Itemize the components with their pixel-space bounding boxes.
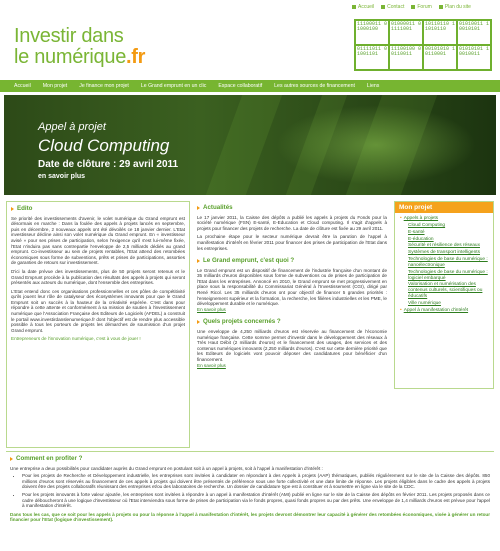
binary-cell: 11100011 01000100	[356, 21, 388, 44]
topnav-label: Contact	[387, 4, 405, 10]
topnav-forum[interactable]	[411, 4, 431, 10]
mail-icon	[381, 5, 385, 9]
edito-paragraph: Se priorité des investissements d'avenir, le volet numérique du Grand emprunt est désormais en marche : Dans la foulée des appels à projets lancés en septembre, puis en décembre, 2 nouveaux appels ont été dévoilés ce 18 janvier dernier. L'Etat investisseur décline ainsi son volet numérique du Grand emprunt. En « investisseur avisé » pour ses prises de participation, selon l'exigence qu'il s'est lui-même fixée, l'Etat n'induira pas sans contrepartie l'enveloppe de 2,5 milliards dédiés au grand emprunt. Co-investisseur au sein de projets rentables, l'Etat attend des retombées économiques sous forme de subventions, prêts et prises de participations, assorties de garanties de retours sur investissement.	[11, 215, 185, 266]
sidebar-link[interactable]: Sécurité et résilience des réseaux	[408, 243, 480, 249]
sidebar-item-transport[interactable]	[400, 250, 489, 256]
sidebar-item-securite[interactable]	[400, 243, 489, 249]
actualites-title: Actualités	[203, 204, 233, 211]
sidebar-link[interactable]: Valorisation et numérisation des contenus culturels, scientifiques ou éducatifs	[408, 282, 483, 300]
grand-emprunt-title: Le Grand emprunt, c'est quoi ?	[203, 257, 295, 265]
binary-cell: 01010101 10010011	[458, 46, 490, 69]
bullet-icon: •	[400, 307, 402, 313]
topnav-label: Plan du site	[444, 4, 471, 10]
topnav-plan[interactable]	[439, 4, 471, 10]
actualites-section	[197, 204, 387, 251]
projets-section	[197, 318, 387, 368]
sidebar-link[interactable]: Cloud Computing	[408, 222, 446, 228]
projets-text: Une enveloppe de 4,250 milliards d'euros est réservée au financement de l'économie numérique française. Cette somme permet d'investir dans le développement des réseaux à Très Haut Débit (2 milliards d'euros) et le financement des usages, des services et des contenus numériques innovants (2,250 milliards d'euros). C'est sur cette dernière priorité que les Editeurs de logiciels vont pouvoir déposer des candidatures pour bénéficier d'un financement.	[197, 329, 387, 362]
actualites-heading	[197, 204, 387, 212]
bullet-icon: •	[400, 216, 402, 221]
sidebar-link[interactable]: Technologies de base du numérique : logiciel embarqué	[408, 269, 488, 281]
sidebar-item-ville[interactable]	[400, 301, 489, 307]
topnav-accueil[interactable]	[352, 4, 374, 10]
binary-cell: 11100100 00110011	[390, 46, 422, 69]
grand-emprunt-section	[197, 257, 387, 312]
comment-box	[6, 451, 494, 549]
home-icon	[352, 5, 356, 9]
projets-title: Quels projets concernés ?	[203, 318, 281, 326]
comment-conclusion: Dans tous les cas, que ce soit pour les appels à projets ou pour la réponse à l'appel à manifestation d'intérêt, les projets devront démontrer leur capacité à générer des retombées économiques, visée à générer un retour financier pour l'Etat (logique d'investissement).	[10, 511, 490, 523]
actualites-paragraph: Le 17 janvier 2011, la Caisse des dépôts a publié les appels à projets du Fonds pour la société numérique (FSN) E-santé, E-Education et Cloud computing. Il s'agit d'appels à projets pour financer des projets de recherche. La date de clôture est fixée au 29 avril 2011.	[197, 214, 387, 231]
main-nav	[0, 80, 500, 92]
header	[0, 0, 500, 78]
projets-more-link[interactable]: En savoir plus	[197, 362, 226, 368]
logo-suffix: .fr	[126, 46, 146, 68]
sidebar-item-contenus[interactable]	[400, 282, 489, 300]
comment-heading	[10, 455, 490, 463]
middle-column	[194, 201, 390, 448]
grand-emprunt-heading	[197, 257, 387, 265]
banner-title: Cloud Computing	[38, 136, 170, 155]
sidebar-list	[395, 213, 493, 314]
nav-accueil[interactable]: Accueil	[14, 82, 31, 89]
banner-date: Date de clôture : 29 avril 2011	[38, 159, 179, 170]
nav-mon-projet[interactable]: Mon projet	[42, 82, 68, 89]
binary-cell: 01010011 10010101	[458, 21, 490, 44]
sidebar-link[interactable]: Technologies de base du numérique : nanoélectronique	[408, 257, 488, 268]
edito-heading	[11, 205, 185, 213]
edito-closing: Entrepreneurs de l'innovation numérique, c'est à vous de jouer !	[11, 336, 141, 342]
comment-bullet: • Pour les projets innovants à forte valeur ajoutée, les entreprises sont invitées à répondre à un appel à manifestation d'intérêt (AMI) publié en ligne sur le site de la Caisse des dépôts en février 2011. Les projets proposés dans ce cadre déboucheront à une logique d'investisseur où l'Etat interviendra sous forme de prises de participation via le fonds propres, quasi fonds propres ou par des prêts. Une enveloppe de 1,4 milliards d'euros est prévue pour l'appel à manifestation d'intérêt.	[22, 492, 490, 509]
binary-graphic	[354, 19, 492, 71]
topnav-label: Accueil	[358, 4, 375, 10]
sidebar-link[interactable]: E-éducation	[408, 236, 434, 242]
comment-title: Comment en profiter ?	[16, 455, 83, 462]
nav-espace-collaboratif[interactable]: Espace collaboratif	[218, 82, 263, 89]
nav-je-finance[interactable]: Je finance mon projet	[79, 82, 129, 89]
comment-intro: Une entreprise a deux possibilités pour candidater auprès du Grand emprunt en postulant soit à un appel à projets, soit à l'appel à manifestation d'intérêt :	[10, 465, 323, 471]
topnav-label: Forum	[417, 4, 432, 10]
banner-stripe	[206, 95, 282, 195]
sidebar-item-logiciel[interactable]	[400, 270, 489, 282]
sidebar-link[interactable]: Ville numérique	[408, 300, 441, 306]
binary-cell: 00101010 10110001	[424, 46, 456, 69]
arrow-icon	[11, 207, 14, 211]
grand-emprunt-text: Le Grand emprunt est un dispositif de financement de l'industrie française d'un montant de 35 milliards d'euros disponibles sous forme de subventions ou de prises de participation de l'Etat dans les entreprises. Annoncé en 2010, le Grand emprunt se met progressivement en place sous la responsabilité du Commissariat Général à l'Investissement (CGI), dirigé par René Ricol. Les 35 milliards d'euros ont pour objectif de financer 5 grandes priorités : l'enseignement supérieur et la formation, la recherche, les filières industrielles et les PME, le développement durable et le numérique.	[197, 267, 387, 307]
topnav-contact[interactable]	[381, 4, 404, 10]
edito-paragraph: L'Etat entend donc ces organisations professionnelles et ces pôles de compétitivité qu'ils jouent leur rôle de catalyseur des écosystèmes innovants pour que le Grand Emprunt soit un succès à la hauteur de la créativité espérée. C'est dans pour répondre à cette attente et conformément à sa mission de soutien à l'investissement numérique que l'Association Française des Editeurs de Logiciels (AFDEL) a construit le portail www.investirdanslenumerique.fr dont l'objectif est de rendre plus accessible possible à tous les porteurs de projets les démarches de soumission d'un projet Grand emprunt.	[11, 288, 185, 333]
nav-autres-sources[interactable]: Les autres sources de financement	[274, 82, 355, 89]
sidebar-link[interactable]: E-santé	[408, 229, 425, 235]
grand-emprunt-more-link[interactable]: En savoir plus	[197, 306, 226, 312]
banner-kicker: Appel à projet	[38, 121, 106, 133]
edito-paragraph: D'ici la date prévue des investissements, plus de 50 projets seront retenus et le Grand Emprunt procède à la publication des résultats des appels à projets qui seront présentés aux acteurs du numérique, dont l'ensemble des entreprises.	[11, 268, 185, 286]
binary-cell: 01111011 01001101	[356, 46, 388, 69]
sidebar-item-esante[interactable]	[400, 230, 489, 236]
sidebar-item-cloud[interactable]	[400, 223, 489, 229]
binary-cell: 01000011 01111001	[390, 21, 422, 44]
sidebar-item-appels[interactable]	[400, 216, 489, 222]
comment-bullet: • Pour les projets de Recherche et Développement industrielle, les entreprises sont invitées à candidater en répondant à des Appels à projets (AAP) thématiques, publiés régulièrement sur le site de la Caisse des dépôts. 850 millions d'euros sont réservés au financement de ces appels à projets qui doivent être présentés de préférence sous une forte collectivité et une date limite de réponse. Les projets éligibles dans le cadre des appels à projets doivent être des projets collaboratifs réunissant des entreprises et/ou des laboratoires de recherche. Un dossier de candidature type est à constituer et à soumettre en ligne via le site de la CDC.	[22, 473, 490, 490]
sitemap-icon	[439, 5, 443, 9]
sidebar-link[interactable]: Systèmes de transport intelligents	[408, 250, 480, 256]
sidebar-item-ami[interactable]	[400, 308, 489, 314]
top-nav	[352, 4, 471, 10]
edito-box	[6, 201, 190, 448]
edito-title: Edito	[17, 205, 33, 212]
logo-line1: Investir dans	[14, 25, 124, 47]
comment-list	[10, 473, 490, 509]
hero-banner[interactable]	[4, 95, 496, 195]
binary-cell: 10110110 11010110	[424, 21, 456, 44]
arrow-icon	[197, 320, 200, 324]
sidebar-item-eeducation[interactable]	[400, 237, 489, 243]
nav-liens[interactable]: Liens	[366, 82, 380, 89]
banner-glow	[276, 105, 476, 185]
arrow-icon	[197, 259, 200, 263]
arrow-icon	[10, 457, 13, 461]
forum-icon	[411, 5, 415, 9]
nav-grand-emprunt[interactable]: Le Grand emprunt en un clic	[140, 82, 207, 89]
sidebar-link[interactable]: Appels à projets	[403, 216, 439, 221]
logo-line2: le numérique	[14, 46, 127, 68]
actualites-paragraph: La prochaine étape pour le secteur numérique devrait être la parution de l'appel à manifestation d'intérêt en février 2011 pour financer des prises de participation de l'Etat dans les entreprises.	[197, 234, 387, 251]
sidebar-item-nano[interactable]	[400, 257, 489, 269]
sidebar-mon-projet	[394, 201, 494, 389]
sidebar-link[interactable]: Appel à manifestation d'intérêt	[403, 307, 469, 313]
logo-line2-wrap[interactable]	[14, 45, 145, 69]
arrow-icon	[197, 206, 200, 210]
projets-heading	[197, 318, 387, 326]
sidebar-title: Mon projet	[395, 202, 493, 213]
banner-more-link[interactable]: en savoir plus	[38, 173, 86, 180]
